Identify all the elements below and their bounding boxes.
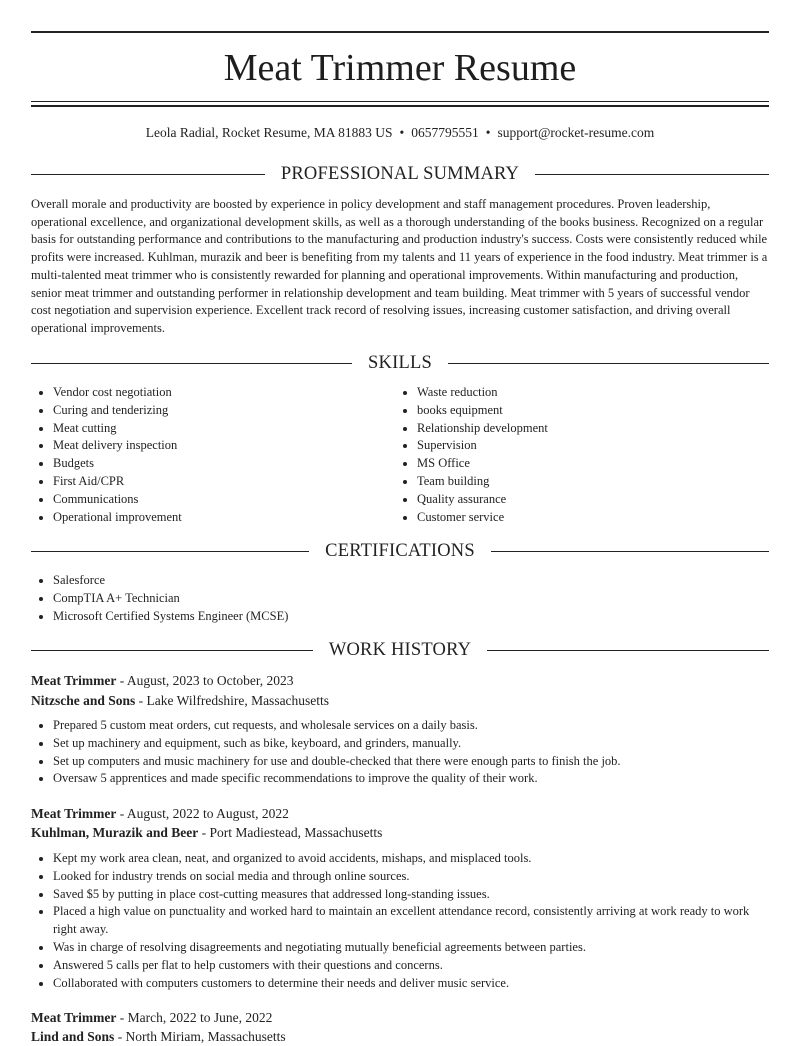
- job-title-line: [31, 1009, 769, 1027]
- certification-item: • CompTIA A+ Technician: [53, 590, 769, 608]
- contact-email: support@rocket-resume.com: [497, 125, 655, 140]
- section-title: CERTIFICATIONS: [325, 540, 475, 561]
- company-name: Kuhlman, Murazik and Beer: [31, 825, 199, 840]
- job-title: Meat Trimmer: [31, 806, 117, 821]
- section-header-skills: [31, 352, 769, 374]
- company-line: [31, 824, 769, 842]
- duty-item: • Was in charge of resolving disagreements and negotiating mutually beneficial agreements between parties.: [53, 939, 769, 957]
- contact-separator: •: [485, 125, 491, 140]
- duty-item: • Saved $5 by putting in place cost-cutting measures that addressed long-standing issues.: [53, 886, 769, 904]
- skill-item: • books equipment: [417, 402, 745, 420]
- duty-item: • Set up machinery and equipment, such as bike, keyboard, and grinders, manually.: [53, 735, 769, 753]
- skill-item: • Waste reduction: [417, 384, 745, 402]
- company-name: Lind and Sons: [31, 1029, 115, 1044]
- job-duties: [31, 850, 769, 992]
- job-title-line: [31, 672, 769, 690]
- job-dates: - March, 2022 to June, 2022: [116, 1010, 273, 1025]
- skill-item: • Curing and tenderizing: [53, 402, 381, 420]
- job-duties: [31, 717, 769, 788]
- duty-item: • Prepared 5 custom meat orders, cut requests, and wholesale services on a daily basis.: [53, 717, 769, 735]
- skill-item: • Quality assurance: [417, 491, 745, 509]
- skills-column-left: [31, 384, 381, 526]
- duty-item: • Placed a high value on punctuality and worked hard to maintain an excellent attendance record, consistently arriving at work ready to work right away.: [53, 903, 769, 939]
- company-location: - Port Madiestead, Massachusetts: [198, 825, 383, 840]
- contact-separator: •: [399, 125, 405, 140]
- duty-item: • Answered 5 calls per flat to help customers with their questions and concerns.: [53, 957, 769, 975]
- skill-item: • Vendor cost negotiation: [53, 384, 381, 402]
- summary-text: Overall morale and productivity are boosted by experience in policy development and staff management procedures. Proven leadership, operational excellence, and organizational development skills, as well as a thorough understanding of the books business. Recognized on a regular basis for outstanding performance and contributions to the manufacturing and production industry's success. Costs were consistently reduced while profits were increased. Kuhlman, murazik and beer is benefiting from my talents and 11 years of experience in the food industry. Meat trimmer is a multi-talented meat trimmer who is consistently rewarded for planning and operational improvements. Within manufacturing and production, senior meat trimmer and outstanding performer in relationship development and team building. Meat trimmer with 5 years of successful vendor cost negotiation and supervision experience. Excellent track record of resolving issues, increasing customer satisfaction, and driving overall operational improvements.: [31, 197, 768, 335]
- job-dates: - August, 2022 to August, 2022: [116, 806, 289, 821]
- company-location: - Lake Wilfredshire, Massachusetts: [135, 693, 330, 708]
- certifications-list: [31, 572, 769, 625]
- certification-item: • Salesforce: [53, 572, 769, 590]
- skill-item: • Supervision: [417, 437, 745, 455]
- title-rule-thin: [31, 101, 769, 102]
- divider: [448, 363, 769, 364]
- top-rule: [31, 31, 769, 33]
- job-dates: - August, 2023 to October, 2023: [116, 673, 294, 688]
- skill-item: • Communications: [53, 491, 381, 509]
- section-header-certifications: [31, 540, 769, 562]
- skill-item: • Operational improvement: [53, 509, 381, 527]
- duty-item: • Oversaw 5 apprentices and made specific recommendations to improve the quality of their work.: [53, 770, 769, 788]
- company-line: [31, 1028, 769, 1046]
- section-header-work-history: [31, 639, 769, 661]
- company-line: [31, 692, 769, 710]
- section-header-summary: [31, 163, 769, 185]
- divider: [491, 551, 769, 552]
- contact-line: [31, 124, 769, 142]
- divider: [31, 363, 352, 364]
- skill-item: • Meat cutting: [53, 420, 381, 438]
- job-title: Meat Trimmer: [31, 1010, 117, 1025]
- skill-item: • Relationship development: [417, 420, 745, 438]
- duty-item: • Kept my work area clean, neat, and organized to avoid accidents, mishaps, and misplaced tools.: [53, 850, 769, 868]
- divider: [535, 174, 769, 175]
- section-title: PROFESSIONAL SUMMARY: [280, 163, 520, 184]
- section-title: SKILLS: [368, 352, 432, 373]
- job-title-line: [31, 805, 769, 823]
- skill-item: • MS Office: [417, 455, 745, 473]
- duty-item: • Collaborated with computers customers to determine their needs and deliver music service.: [53, 975, 769, 993]
- divider: [31, 174, 265, 175]
- contact-address: Leola Radial, Rocket Resume, MA 81883 US: [145, 125, 393, 140]
- skill-item: • Budgets: [53, 455, 381, 473]
- duty-item: • Looked for industry trends on social media and through online sources.: [53, 868, 769, 886]
- skill-item: • Meat delivery inspection: [53, 437, 381, 455]
- company-location: - North Miriam, Massachusetts: [114, 1029, 286, 1044]
- skill-item: • First Aid/CPR: [53, 473, 381, 491]
- skills-column-right: [395, 384, 745, 526]
- skill-item: • Team building: [417, 473, 745, 491]
- resume-title: Meat Trimmer Resume: [223, 47, 577, 89]
- divider: [31, 650, 313, 651]
- company-name: Nitzsche and Sons: [31, 693, 136, 708]
- job-title: Meat Trimmer: [31, 673, 117, 688]
- divider: [31, 551, 309, 552]
- certification-item: • Microsoft Certified Systems Engineer (MCSE): [53, 608, 769, 626]
- contact-phone: 0657795551: [411, 125, 479, 140]
- title-rule-thick: [31, 105, 769, 107]
- duty-item: • Set up computers and music machinery for use and double-checked that there were enough parts to finish the job.: [53, 753, 769, 771]
- divider: [487, 650, 769, 651]
- skill-item: • Customer service: [417, 509, 745, 527]
- section-title: WORK HISTORY: [328, 639, 472, 660]
